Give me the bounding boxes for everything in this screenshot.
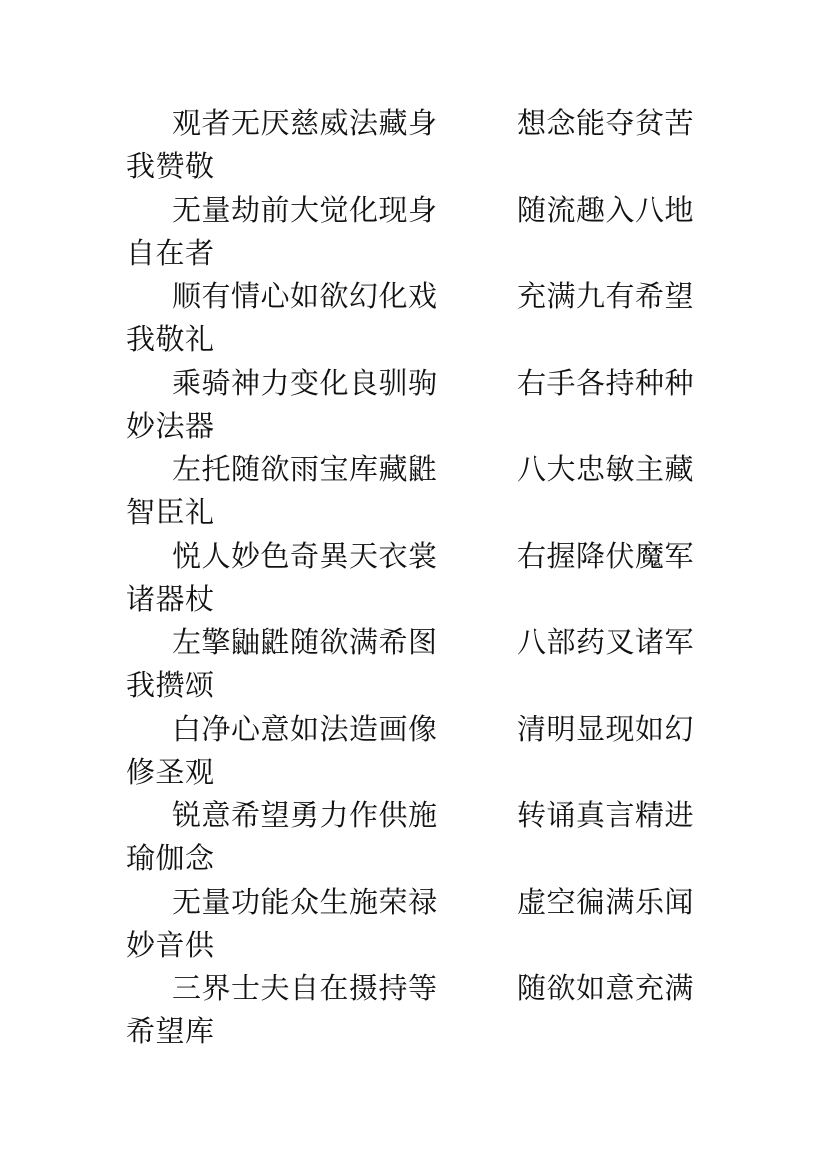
verse-tail: 妙法器 [126, 408, 215, 443]
verse-tail: 智臣礼 [126, 495, 215, 529]
verse-line [126, 882, 726, 926]
verse-line [126, 968, 726, 1012]
verse-first-half: 左擎鼬鼪随欲满希图 [172, 625, 438, 659]
verse-line [126, 536, 726, 580]
verse-line [126, 363, 726, 407]
verse-line [126, 103, 726, 147]
verse-second-half: 想念能夺贫苦 [517, 106, 695, 140]
verse-first-half: 无量功能众生施荣禄 [172, 884, 438, 919]
verse-tail: 我赞敬 [126, 149, 215, 183]
verse [126, 622, 726, 709]
verse-tail: 瑜伽念 [126, 841, 215, 875]
verse-first-half: 乘骑神力变化良驯驹 [172, 365, 438, 400]
verse [126, 103, 726, 190]
verse-first-half: 三界士夫自在摄持等 [172, 971, 438, 1005]
verse-second-half: 八部药叉诸军 [517, 625, 695, 659]
verse [126, 363, 726, 450]
verse-second-half: 随欲如意充满 [517, 971, 695, 1005]
verse [126, 795, 726, 882]
verse-first-half: 观者无厌慈威法藏身 [172, 106, 438, 140]
verse-tail: 我敬礼 [126, 322, 215, 356]
verse-tail: 自在者 [126, 235, 215, 270]
verse-line [126, 190, 726, 234]
verse [126, 882, 726, 969]
verse-line [126, 709, 726, 753]
verse-second-half: 右手各持种种 [517, 365, 695, 400]
verse [126, 536, 726, 623]
verse-second-half: 清明显现如幻 [517, 711, 695, 746]
verse-tail: 希望库 [126, 1014, 215, 1048]
verse-line [126, 449, 726, 493]
verse-line [126, 622, 726, 666]
verse-first-half: 白净心意如法造画像 [172, 711, 438, 746]
verse-tail: 诸器杖 [126, 581, 215, 616]
verse-second-half: 随流趣入八地 [517, 192, 695, 227]
verse-second-half: 八大忠敏主藏 [517, 452, 695, 486]
verse-first-half: 左托随欲雨宝库藏鼪 [172, 452, 438, 486]
verse-line [126, 795, 726, 839]
verse-first-half: 顺有情心如欲幻化戏 [172, 279, 438, 313]
verse [126, 449, 726, 536]
verse-first-half: 锐意希望勇力作供施 [172, 798, 438, 832]
verse-second-half: 转诵真言精进 [517, 798, 695, 832]
verse-second-half: 充满九有希望 [517, 279, 695, 313]
verse-tail: 妙音供 [126, 927, 215, 962]
verse-tail: 我攒颂 [126, 668, 215, 702]
verse-line [126, 276, 726, 320]
verse-list [126, 103, 726, 1055]
verse [126, 968, 726, 1055]
verse-tail: 修圣观 [126, 754, 215, 789]
verse [126, 190, 726, 277]
verse [126, 276, 726, 363]
verse-first-half: 悦人妙色奇異天衣裳 [172, 538, 438, 573]
verse-first-half: 无量劫前大觉化现身 [172, 192, 438, 227]
verse-second-half: 虚空徧满乐闻 [517, 884, 695, 919]
verse [126, 709, 726, 796]
verse-second-half: 右握降伏魔军 [517, 538, 695, 573]
